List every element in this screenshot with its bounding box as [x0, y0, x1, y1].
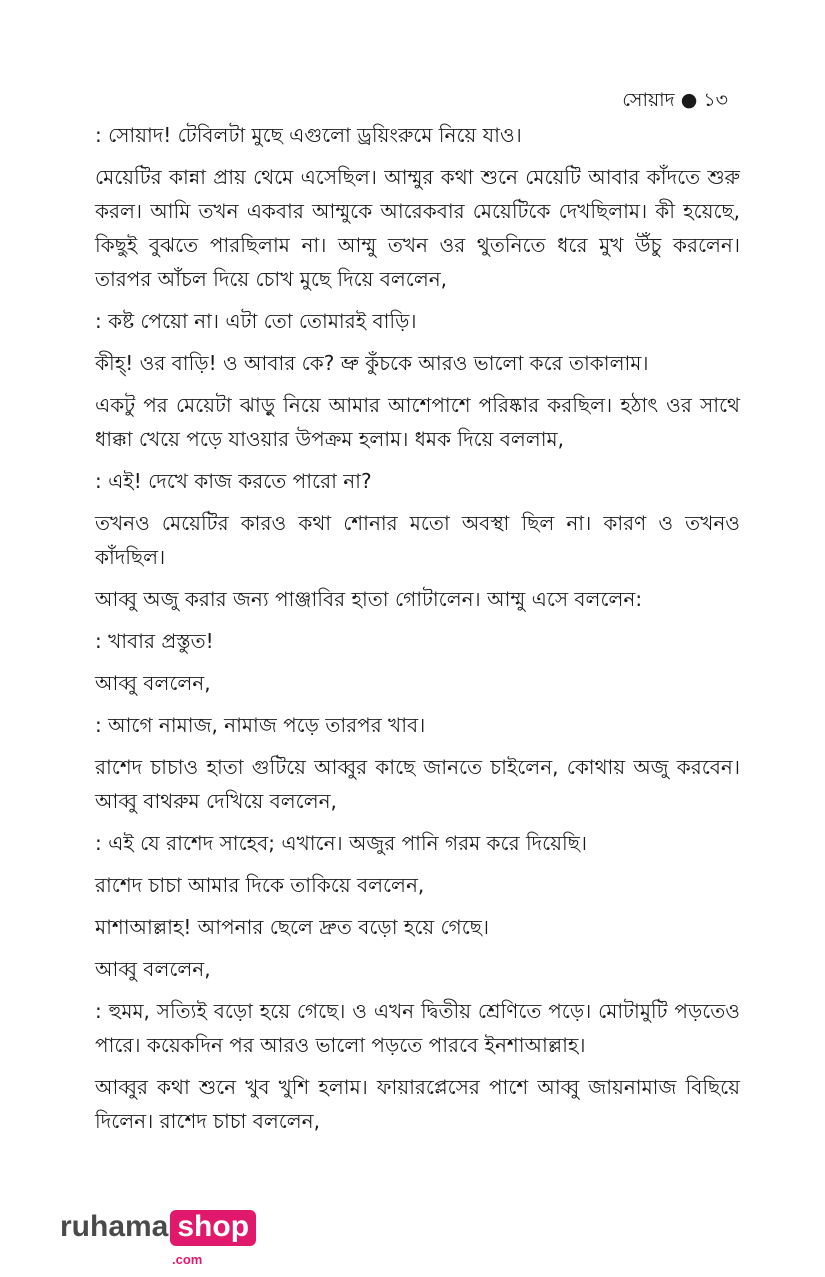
paragraph: : এই! দেখে কাজ করতে পারো না?	[95, 469, 372, 493]
logo-com-text: .com	[172, 1252, 203, 1267]
paragraph: রাশেদ চাচা আমার দিকে তাকিয়ে বললেন,	[95, 873, 425, 897]
paragraph: : কষ্ট পেয়ো না। এটা তো তোমারই বাড়ি।	[95, 309, 417, 333]
paragraph: কীহ্! ওর বাড়ি! ও আবার কে? ভ্রু কুঁচকে আরও ভালো করে তাকালাম।	[95, 351, 649, 375]
paragraph: : হুমম, সত্যিই বড়ো হয়ে গেছে। ও এখন দ্বিতীয় শ্রেণিতে পড়ে। মোটামুটি পড়তেও পারে। কয়েকদিন পর আরও ভালো পড়তে পারবে ইনশাআল্লাহ।	[95, 999, 740, 1057]
paragraph: রাশেদ চাচাও হাতা গুটিয়ে আব্বুর কাছে জানতে চাইলেন, কোথায় অজু করবেন। আব্বু বাথরুম দেখিয়ে বললেন,	[95, 755, 740, 813]
paragraph: আব্বু বললেন,	[95, 957, 211, 981]
running-head: সোয়াদ ● ১৩	[622, 89, 728, 111]
paragraph: : খাবার প্রস্তুত!	[95, 629, 214, 653]
paragraph: : সোয়াদ! টেবিলটা মুছে এগুলো ড্রয়িংরুমে নিয়ে যাও।	[95, 123, 522, 147]
paragraph: আব্বুর কথা শুনে খুব খুশি হলাম। ফায়ারপ্লেসের পাশে আব্বু জায়নামাজ বিছিয়ে দিলেন। রাশেদ চাচা বললেন,	[95, 1075, 740, 1133]
paragraph: মাশাআল্লাহ! আপনার ছেলে দ্রুত বড়ো হয়ে গেছে।	[95, 915, 490, 939]
paragraph: মেয়েটির কান্না প্রায় থেমে এসেছিল। আম্মুর কথা শুনে মেয়েটি আবার কাঁদতে শুরু করল। আমি তখন একবার আম্মুকে আরেকবার মেয়েটিকে দেখছিলাম। কী হয়েছে, কিছুই বুঝতে পারছিলাম না। আম্মু তখন ওর থুতনিতে ধরে মুখ উঁচু করলেন। তারপর আঁচল দিয়ে চোখ মুছে দিয়ে বললেন,	[95, 165, 740, 291]
logo-shop-badge: shop	[170, 1210, 256, 1246]
paragraph: আব্বু বললেন,	[95, 671, 211, 695]
page-body	[95, 118, 740, 1146]
ruhamashop-logo	[60, 1210, 256, 1267]
paragraph: আব্বু অজু করার জন্য পাঞ্জাবির হাতা গোটালেন। আম্মু এসে বললেন:	[95, 587, 643, 611]
paragraph: : এই যে রাশেদ সাহেব; এখানে। অজুর পানি গরম করে দিয়েছি।	[95, 831, 587, 855]
paragraph: তখনও মেয়েটির কারও কথা শোনার মতো অবস্থা ছিল না। কারণ ও তখনও কাঁদছিল।	[95, 511, 740, 569]
paragraph: : আগে নামাজ, নামাজ পড়ে তারপর খাব।	[95, 713, 426, 737]
logo-ruhama-text: ruhama	[60, 1210, 169, 1243]
paragraph: একটু পর মেয়েটা ঝাড়ু নিয়ে আমার আশেপাশে পরিষ্কার করছিল। হঠাৎ ওর সাথে ধাক্কা খেয়ে পড়ে যাওয়ার উপক্রম হলাম। ধমক দিয়ে বললাম,	[95, 393, 740, 451]
